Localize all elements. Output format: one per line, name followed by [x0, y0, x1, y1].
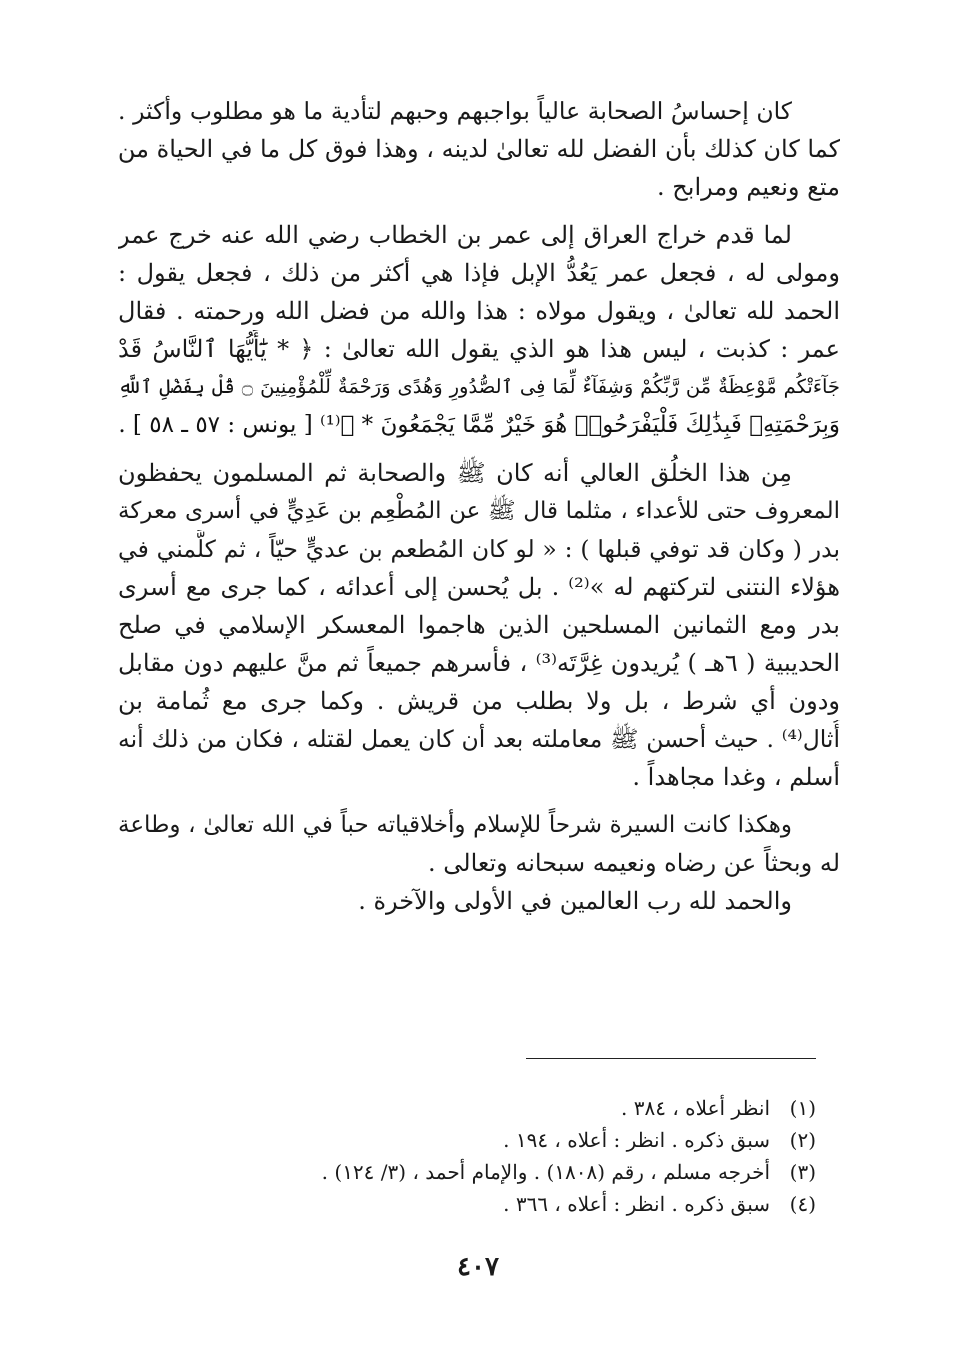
text-line: مِن هذا الخلُق العالي أنه كان ﷺ والصحابة ثم المسلمون يحفظون	[118, 459, 793, 487]
text-line: المعروف حتى للأعداء ، مثلما قال ﷺ عن المُطْعِم بن عَدِيٍّ في أسرى معركة	[118, 498, 840, 524]
text-line: هؤلاء النتنى لتركتهم له »⁽²⁾ . بل يُحسن إلى أعدائه ، كما جرى مع أسرى	[118, 573, 840, 601]
text-line: ودون أي شرط ، بل ولا بطلب من قريش . وكما جرى مع ثُمامة بن	[118, 687, 840, 715]
text-line: له وبحثاً عن رضاه ونعيمه سبحانه وتعالى .	[428, 849, 840, 877]
footnote-text: انظر أعلاه ، ٣٨٤ .	[621, 1096, 770, 1120]
text-line: كما كان كذلك بأن الفضل لله تعالىٰ لدينه ، وهذا فوق كل ما في الحياة من	[118, 135, 840, 163]
text-line: بدر ( وكان قد توفي قبلها ) : « لو كان المُطعم بن عديٍّ حيّاً ، ثم كلَّمني في	[118, 535, 840, 563]
quran-verse-line: جَآءَتْكُم مَّوْعِظَةٌ مِّن رَّبِّكُمْ وَشِفَآءٌ لِّمَا فِى ٱلصُّدُورِ وَهُدًى وَرَحْمَةٌ لِّلْمُؤْمِنِينَ ۝ قُلْ بِفَضْلِ ٱللَّهِ	[118, 375, 840, 398]
paragraph	[118, 882, 840, 920]
paragraph	[118, 806, 840, 882]
text-line: بدر ومع الثمانين المسلحين الذين هاجموا المعسكر الإسلامي في صلح	[118, 611, 840, 639]
footnote-divider	[526, 1058, 816, 1059]
paragraph	[118, 92, 840, 206]
text-line: الحديبية ( ٦هـ ) يُريدون غِرَّتَه⁽³⁾ ، فأسرهم جميعاً ثم منَّ عليهم دون مقابل	[118, 649, 840, 677]
footnotes	[216, 1092, 816, 1220]
footnote	[216, 1092, 816, 1124]
text-line: كان إحساسُ الصحابة عالياً بواجبهم وحبهم لتأدية ما هو مطلوب وأكثر .	[118, 97, 792, 125]
footnote-number: (٤)	[789, 1192, 816, 1216]
text-line: وهكذا كانت السيرة شرحاً للإسلام وأخلاقياته حباً في الله تعالىٰ ، وطاعة	[118, 812, 792, 838]
footnote-number: (١)	[789, 1096, 816, 1120]
text-line: أسلم ، وغدا مجاهداً .	[632, 763, 840, 791]
footnote	[216, 1188, 816, 1220]
text-line: والحمد لله رب العالمين في الأولى والآخرة .	[358, 887, 792, 915]
footnote-number: (٣)	[789, 1160, 816, 1184]
text-line: أُثال⁽⁴⁾ . حيث أحسن ﷺ معاملته بعد أن كان يعمل لقتله ، فكان من ذلك أنه	[118, 725, 840, 753]
text-line: متع ونعيم ومرابح .	[657, 173, 840, 201]
paragraph	[118, 454, 840, 796]
footnote-text: أخرجه مسلم ، رقم (١٨٠٨) . والإمام أحمد ، (٣/ ١٢٤) .	[321, 1160, 770, 1184]
footnote-text: سبق ذكره . انظر : أعلاه ، ٣٦٦ .	[503, 1192, 770, 1216]
footnote	[216, 1124, 816, 1156]
footnote-text: سبق ذكره . انظر : أعلاه ، ١٩٤ .	[503, 1128, 770, 1152]
text-line: الحمد لله تعالىٰ ، ويقول مولاه : هذا والله من فضل الله ورحمته . فقال	[118, 297, 840, 325]
paragraph	[118, 216, 840, 444]
footnote	[216, 1156, 816, 1188]
quran-verse-line: وَبِرَحْمَتِهِۦ فَبِذَٰلِكَ فَلْيَفْرَحُوا۟ هُوَ خَيْرٌ مِّمَّا يَجْمَعُونَ * ﴾⁽¹⁾ [ يونس : ٥٧ ـ ٥٨ ] .	[118, 412, 840, 438]
page-number: ٤٠٧	[457, 1252, 499, 1282]
footnote-number: (٢)	[789, 1128, 816, 1152]
text-line: لما قدم خراج العراق إلى عمر بن الخطاب رضي الله عنه خرج عمر	[118, 221, 792, 249]
main-text	[118, 92, 840, 920]
text-line: ومولى له ، فجعل عمر يَعُدُّ الإبل فإذا هي أكثر من ذلك ، فجعل يقول :	[118, 259, 840, 287]
text-line: عمر : كذبت ، ليس هذا هو الذي يقول الله تعالىٰ : ﴿ * يَٰٓأَيُّهَا ٱلنَّاسُ قَدْ	[118, 335, 840, 363]
